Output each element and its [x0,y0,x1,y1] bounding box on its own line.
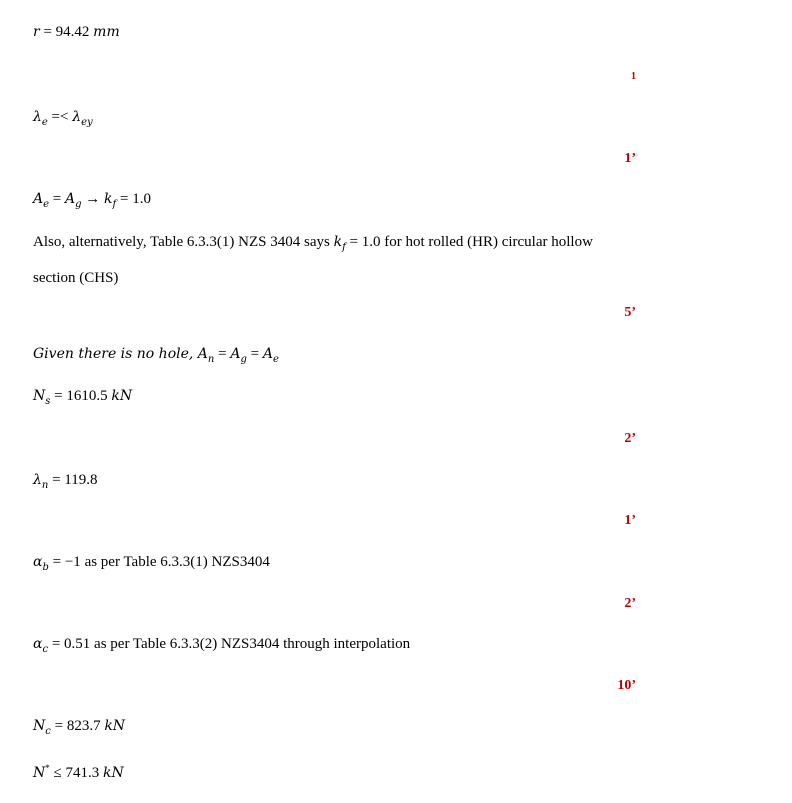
nc-equation [33,716,125,742]
alpha-c-subscript: c [42,644,49,655]
alpha-b-note: as per Table 6.3.3(1) NZS3404 [80,554,270,570]
given-ae-subscript: e [272,354,279,365]
ns-unit: kN [111,388,133,404]
alpha-c-symbol: α [33,636,43,652]
lambda-ey-symbol: λ [72,109,82,125]
nc-unit: kN [104,718,126,734]
area-equation [33,189,151,215]
nstar-superscript: * [45,763,50,773]
ns-value: 1610.5 [66,388,108,404]
given-eq2: = [246,346,263,362]
also-paragraph [33,227,653,293]
area-value: 1.0 [132,191,151,207]
also-line2: section (CHS) [33,270,119,286]
an-symbol: A [197,346,208,362]
r-equals: = [39,24,56,40]
lambda-e-subscript: e [41,117,48,128]
ag-symbol: A [65,191,76,207]
area-eq2: = [116,191,133,207]
area-arrow: → [81,191,105,207]
alpha-b-symbol: α [33,554,43,570]
given-ag-subscript: g [240,354,247,365]
given-ae-symbol: A [262,346,273,362]
lambda-n-equation [33,470,98,496]
mark-2: 5’ [624,305,636,320]
ae-subscript: e [43,199,50,210]
also-k-symbol: k [333,234,343,250]
nstar-op: ≤ [49,765,66,781]
mark-5: 2’ [624,596,636,611]
given-text: Given there is no hole, [33,346,198,362]
ns-symbol: N [33,388,46,404]
r-unit: mm [93,24,120,40]
also-post: = 1.0 for hot rolled (HR) circular hollow [345,234,593,250]
mark-1: 1’ [624,151,636,166]
kf-subscript: f [112,199,117,210]
nc-value: 823.7 [66,718,101,734]
ns-equation [33,386,132,412]
ae-symbol: A [33,191,44,207]
nc-equals: = [50,718,67,734]
r-symbol: r [33,24,40,40]
given-eq1: = [214,346,231,362]
alpha-b-value: −1 [64,554,81,570]
ns-equals: = [50,388,67,404]
also-pre: Also, alternatively, Table 6.3.3(1) NZS 3404 says [33,234,334,250]
area-eq1: = [49,191,66,207]
nstar-unit: kN [102,765,124,781]
alpha-b-subscript: b [42,562,49,573]
nstar-symbol: N [33,765,46,781]
an-subscript: n [207,354,215,365]
mark-6: 10’ [617,678,636,693]
also-k-subscript: f [342,242,346,253]
given-ag-symbol: A [230,346,241,362]
r-value: 94.42 [55,24,90,40]
lambda-n-subscript: n [41,480,49,491]
alpha-c-equation [33,634,410,660]
nc-subscript: c [45,726,51,737]
radius-equation [33,22,120,42]
mark-clipped [631,62,636,82]
lambda-e-symbol: λ [33,109,42,125]
lambda-n-equals: = [48,472,65,488]
alpha-c-note: as per Table 6.3.3(2) NZS3404 through interpolation [90,636,411,652]
lambda-n-symbol: λ [33,472,42,488]
mark-clipped-text: 1 [631,71,636,82]
ag-subscript: g [75,199,82,210]
lambda-compare-op: =< [47,109,73,125]
kf-symbol: k [104,191,113,207]
nstar-inequality [33,758,124,783]
lambda-n-value: 119.8 [64,472,98,488]
mark-3: 2’ [624,431,636,446]
given-statement [33,344,279,370]
alpha-c-value: 0.51 [64,636,91,652]
slenderness-comparison [33,107,93,133]
mark-4: 1’ [624,513,636,528]
nstar-value: 741.3 [65,765,100,781]
alpha-b-equation [33,552,270,578]
alpha-b-equals: = [48,554,65,570]
alpha-c-equals: = [48,636,65,652]
nc-symbol: N [33,718,46,734]
ns-subscript: s [45,396,51,407]
lambda-ey-subscript: ey [81,117,93,128]
